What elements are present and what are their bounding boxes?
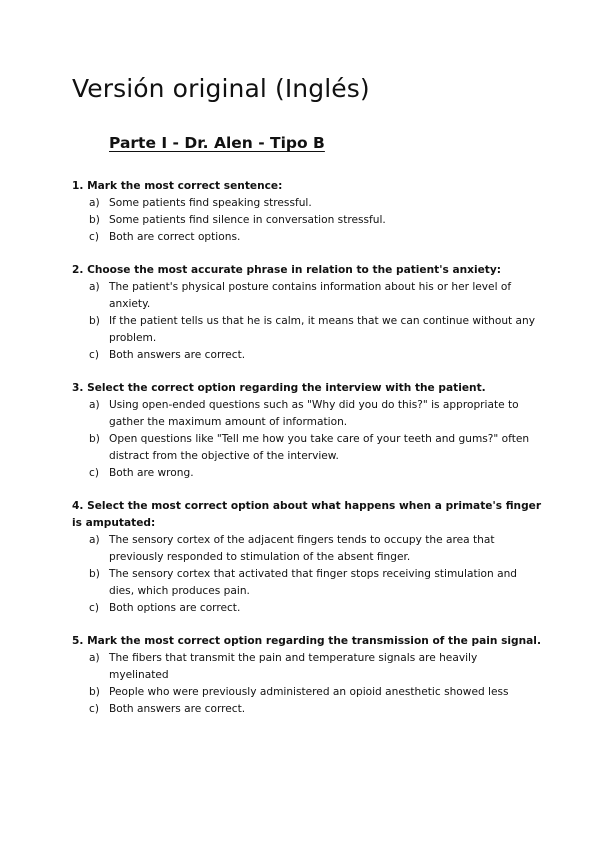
option-letter: a) bbox=[89, 534, 100, 546]
question-text: 2. Choose the most accurate phrase in relation to the patient's anxiety: bbox=[72, 264, 501, 276]
option-text: People who were previously administered an opioid anesthetic showed less bbox=[109, 686, 509, 698]
option-letter: b) bbox=[89, 214, 100, 226]
option-letter: b) bbox=[89, 686, 100, 698]
option-letter: c) bbox=[89, 703, 99, 715]
option-text: The sensory cortex of the adjacent fingers tends to occupy the area that previously responded to stimulation of the absent finger. bbox=[109, 534, 495, 563]
option-b bbox=[72, 684, 542, 701]
option-text: Using open-ended questions such as "Why did you do this?" is appropriate to gather the maximum amount of information. bbox=[109, 399, 519, 428]
option-b bbox=[72, 313, 542, 347]
option-list bbox=[72, 397, 542, 482]
option-letter: a) bbox=[89, 652, 100, 664]
option-c bbox=[72, 465, 542, 482]
option-text: Both are correct options. bbox=[109, 231, 241, 243]
question-list bbox=[72, 178, 542, 734]
option-text: Both answers are correct. bbox=[109, 349, 246, 361]
option-a bbox=[72, 279, 542, 313]
option-c bbox=[72, 701, 542, 718]
option-list bbox=[72, 195, 542, 246]
question-text: 3. Select the correct option regarding the interview with the patient. bbox=[72, 382, 486, 394]
option-b bbox=[72, 431, 542, 465]
question-text: 5. Mark the most correct option regarding the transmission of the pain signal. bbox=[72, 635, 541, 647]
option-text: Both answers are correct. bbox=[109, 703, 246, 715]
option-letter: a) bbox=[89, 399, 100, 411]
question-1 bbox=[72, 178, 542, 246]
option-text: Open questions like "Tell me how you take care of your teeth and gums?" often distract from the objective of the interview. bbox=[109, 433, 530, 462]
option-letter: a) bbox=[89, 281, 100, 293]
option-letter: c) bbox=[89, 231, 99, 243]
option-letter: a) bbox=[89, 197, 100, 209]
option-list bbox=[72, 650, 542, 718]
option-list bbox=[72, 279, 542, 364]
option-a bbox=[72, 195, 542, 212]
option-c bbox=[72, 229, 542, 246]
option-letter: b) bbox=[89, 433, 100, 445]
option-text: Some patients find silence in conversation stressful. bbox=[109, 214, 386, 226]
question-4 bbox=[72, 498, 542, 617]
option-text: The patient's physical posture contains information about his or her level of anxiety. bbox=[109, 281, 512, 310]
option-list bbox=[72, 532, 542, 617]
question-text: 1. Mark the most correct sentence: bbox=[72, 180, 283, 192]
option-letter: c) bbox=[89, 349, 99, 361]
option-letter: b) bbox=[89, 568, 100, 580]
option-c bbox=[72, 347, 542, 364]
option-text: The sensory cortex that activated that finger stops receiving stimulation and dies, which produces pain. bbox=[109, 568, 518, 597]
page-title: Versión original (Inglés) bbox=[72, 74, 370, 103]
option-a bbox=[72, 650, 542, 684]
option-text: The fibers that transmit the pain and temperature signals are heavily myelinated bbox=[109, 652, 478, 681]
option-text: Both are wrong. bbox=[109, 467, 194, 479]
option-c bbox=[72, 600, 542, 617]
option-text: Both options are correct. bbox=[109, 602, 241, 614]
page-subtitle: Parte I - Dr. Alen - Tipo B bbox=[109, 134, 325, 152]
option-text: Some patients find speaking stressful. bbox=[109, 197, 312, 209]
option-letter: c) bbox=[89, 602, 99, 614]
question-2 bbox=[72, 262, 542, 364]
question-text: 4. Select the most correct option about what happens when a primate's finger is amputated: bbox=[72, 500, 542, 529]
option-letter: c) bbox=[89, 467, 99, 479]
question-5 bbox=[72, 633, 542, 718]
question-3 bbox=[72, 380, 542, 482]
option-text: If the patient tells us that he is calm, it means that we can continue without any problem. bbox=[109, 315, 536, 344]
option-b bbox=[72, 212, 542, 229]
option-a bbox=[72, 397, 542, 431]
option-letter: b) bbox=[89, 315, 100, 327]
option-a bbox=[72, 532, 542, 566]
option-b bbox=[72, 566, 542, 600]
